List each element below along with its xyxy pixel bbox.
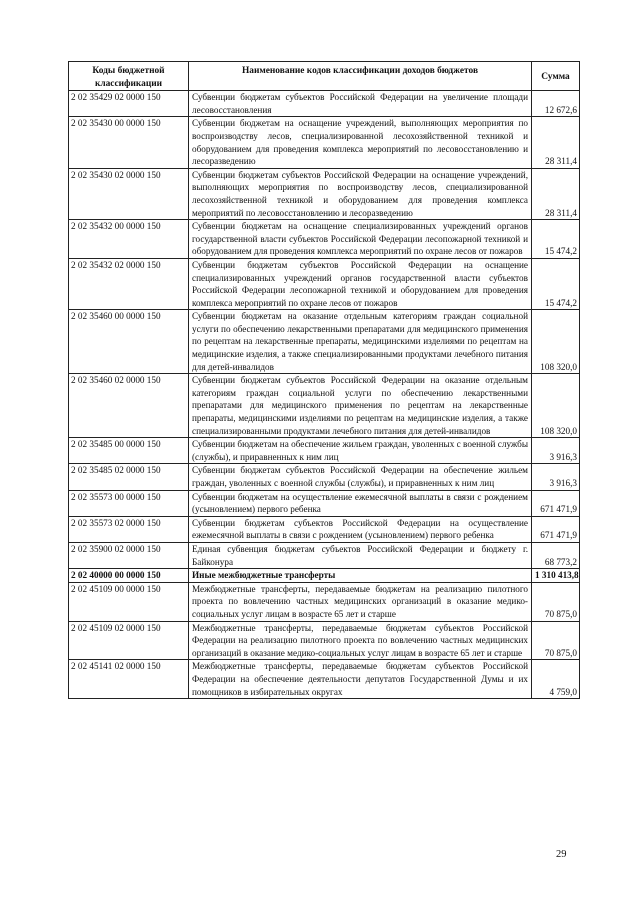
header-name: Наименование кодов классификации доходов бюджетов — [189, 62, 532, 91]
row-sum: 108 320,0 — [532, 374, 580, 438]
row-code: 2 02 35429 02 0000 150 — [69, 91, 189, 117]
table-row — [69, 438, 580, 464]
row-sum: 671 471,9 — [532, 516, 580, 542]
table-row — [69, 91, 580, 117]
budget-classification-table — [68, 61, 580, 699]
row-code: 2 02 35900 02 0000 150 — [69, 542, 189, 568]
table-row — [69, 117, 580, 168]
row-code: 2 02 45141 02 0000 150 — [69, 660, 189, 699]
table-row — [69, 542, 580, 568]
row-name: Субвенции бюджетам на оснащение учреждений, выполняющих мероприятия по воспроизводству лесов, специализированной лесохозяйственной техникой и оборудованием для проведения комплекса мероприятий по лесовосстановлению и лесоразведению — [189, 117, 532, 168]
page-number: 29 — [556, 849, 567, 860]
table-row — [69, 310, 580, 374]
row-code: 2 02 35485 00 0000 150 — [69, 438, 189, 464]
row-sum: 70 875,0 — [532, 621, 580, 660]
row-sum: 15 474,2 — [532, 220, 580, 259]
row-code: 2 02 45109 00 0000 150 — [69, 582, 189, 621]
table-row — [69, 168, 580, 219]
row-name: Субвенции бюджетам субъектов Российской Федерации на осуществление ежемесячной выплаты в связи с рождением (усыновлением) первого ребенка — [189, 516, 532, 542]
header-code: Коды бюджетной классификации — [69, 62, 189, 91]
row-code: 2 02 35432 00 0000 150 — [69, 220, 189, 259]
row-sum: 1 310 413,8 — [532, 569, 580, 583]
table-row — [69, 490, 580, 516]
row-sum: 108 320,0 — [532, 310, 580, 374]
table-row — [69, 569, 580, 583]
table-body — [69, 91, 580, 699]
row-sum: 3 916,3 — [532, 464, 580, 490]
row-name: Субвенции бюджетам субъектов Российской Федерации на увеличение площади лесовосстановления — [189, 91, 532, 117]
row-sum: 28 311,4 — [532, 117, 580, 168]
row-sum: 28 311,4 — [532, 168, 580, 219]
table-row — [69, 374, 580, 438]
row-name: Субвенции бюджетам субъектов Российской Федерации на оказание отдельным категориям граждан социальной услуги по обеспечению лекарственными препаратами для медицинского применения по рецептам на лекарственные препараты, медицинскими изделиями по рецептам на медицинские изделия, а также специализированными продуктами лечебного питания для детей-инвалидов — [189, 374, 532, 438]
row-name: Межбюджетные трансферты, передаваемые бюджетам субъектов Российской Федерации на реализацию пилотного проекта по вовлечению частных медицинских организаций в оказание медико-социальных услуг лицам в возрасте 65 лет и старше — [189, 621, 532, 660]
row-name: Субвенции бюджетам субъектов Российской Федерации на оснащение специализированных учреждений органов государственной власти субъектов Российской Федерации лесопожарной техникой и оборудованием для проведения комплекса мероприятий по охране лесов от пожаров — [189, 258, 532, 309]
row-name: Субвенции бюджетам субъектов Российской Федерации на обеспечение жильем граждан, уволенных с военной службы (службы), и приравненных к ним лиц — [189, 464, 532, 490]
row-name: Иные межбюджетные трансферты — [189, 569, 532, 583]
table-row — [69, 621, 580, 660]
header-sum: Сумма — [532, 62, 580, 91]
row-name: Межбюджетные трансферты, передаваемые бюджетам на реализацию пилотного проекта по вовлечению частных медицинских организаций в оказание медико-социальных услуг лицам в возрасте 65 лет и старше — [189, 582, 532, 621]
row-sum: 4 759,0 — [532, 660, 580, 699]
row-code: 2 02 35573 02 0000 150 — [69, 516, 189, 542]
row-sum: 3 916,3 — [532, 438, 580, 464]
table-row — [69, 258, 580, 309]
row-sum: 68 773,2 — [532, 542, 580, 568]
table-row — [69, 582, 580, 621]
row-sum: 12 672,6 — [532, 91, 580, 117]
row-code: 2 02 35432 02 0000 150 — [69, 258, 189, 309]
row-code: 2 02 35573 00 0000 150 — [69, 490, 189, 516]
row-name: Единая субвенция бюджетам субъектов Российской Федерации и бюджету г. Байконура — [189, 542, 532, 568]
row-code: 2 02 35430 00 0000 150 — [69, 117, 189, 168]
row-name: Межбюджетные трансферты, передаваемые бюджетам субъектов Российской Федерации на обеспечение деятельности депутатов Государственной Думы и их помощников в избирательных округах — [189, 660, 532, 699]
document-page — [68, 61, 579, 699]
row-code: 2 02 35485 02 0000 150 — [69, 464, 189, 490]
row-code: 2 02 35460 02 0000 150 — [69, 374, 189, 438]
table-row — [69, 220, 580, 259]
row-name: Субвенции бюджетам на обеспечение жильем граждан, уволенных с военной службы (службы), и приравненных к ним лиц — [189, 438, 532, 464]
row-name: Субвенции бюджетам субъектов Российской Федерации на оснащение учреждений, выполняющих мероприятия по воспроизводству лесов, специализированной лесохозяйственной техникой и оборудованием для проведения комплекса мероприятий по лесовосстановлению и лесоразведению — [189, 168, 532, 219]
table-header-row — [69, 62, 580, 91]
row-code: 2 02 35430 02 0000 150 — [69, 168, 189, 219]
row-sum: 15 474,2 — [532, 258, 580, 309]
row-code: 2 02 40000 00 0000 150 — [69, 569, 189, 583]
table-row — [69, 516, 580, 542]
row-code: 2 02 45109 02 0000 150 — [69, 621, 189, 660]
row-name: Субвенции бюджетам на оснащение специализированных учреждений органов государственной власти субъектов Российской Федерации лесопожарной техникой и оборудованием для проведения комплекса мероприятий по охране лесов от пожаров — [189, 220, 532, 259]
row-name: Субвенции бюджетам на осуществление ежемесячной выплаты в связи с рождением (усыновлением) первого ребенка — [189, 490, 532, 516]
row-sum: 70 875,0 — [532, 582, 580, 621]
row-name: Субвенции бюджетам на оказание отдельным категориям граждан социальной услуги по обеспечению лекарственными препаратами для медицинского применения по рецептам на лекарственные препараты, медицинскими изделиями по рецептам на медицинские изделия, а также специализированными продуктами лечебного питания для детей-инвалидов — [189, 310, 532, 374]
table-row — [69, 660, 580, 699]
row-sum: 671 471,9 — [532, 490, 580, 516]
row-code: 2 02 35460 00 0000 150 — [69, 310, 189, 374]
table-row — [69, 464, 580, 490]
